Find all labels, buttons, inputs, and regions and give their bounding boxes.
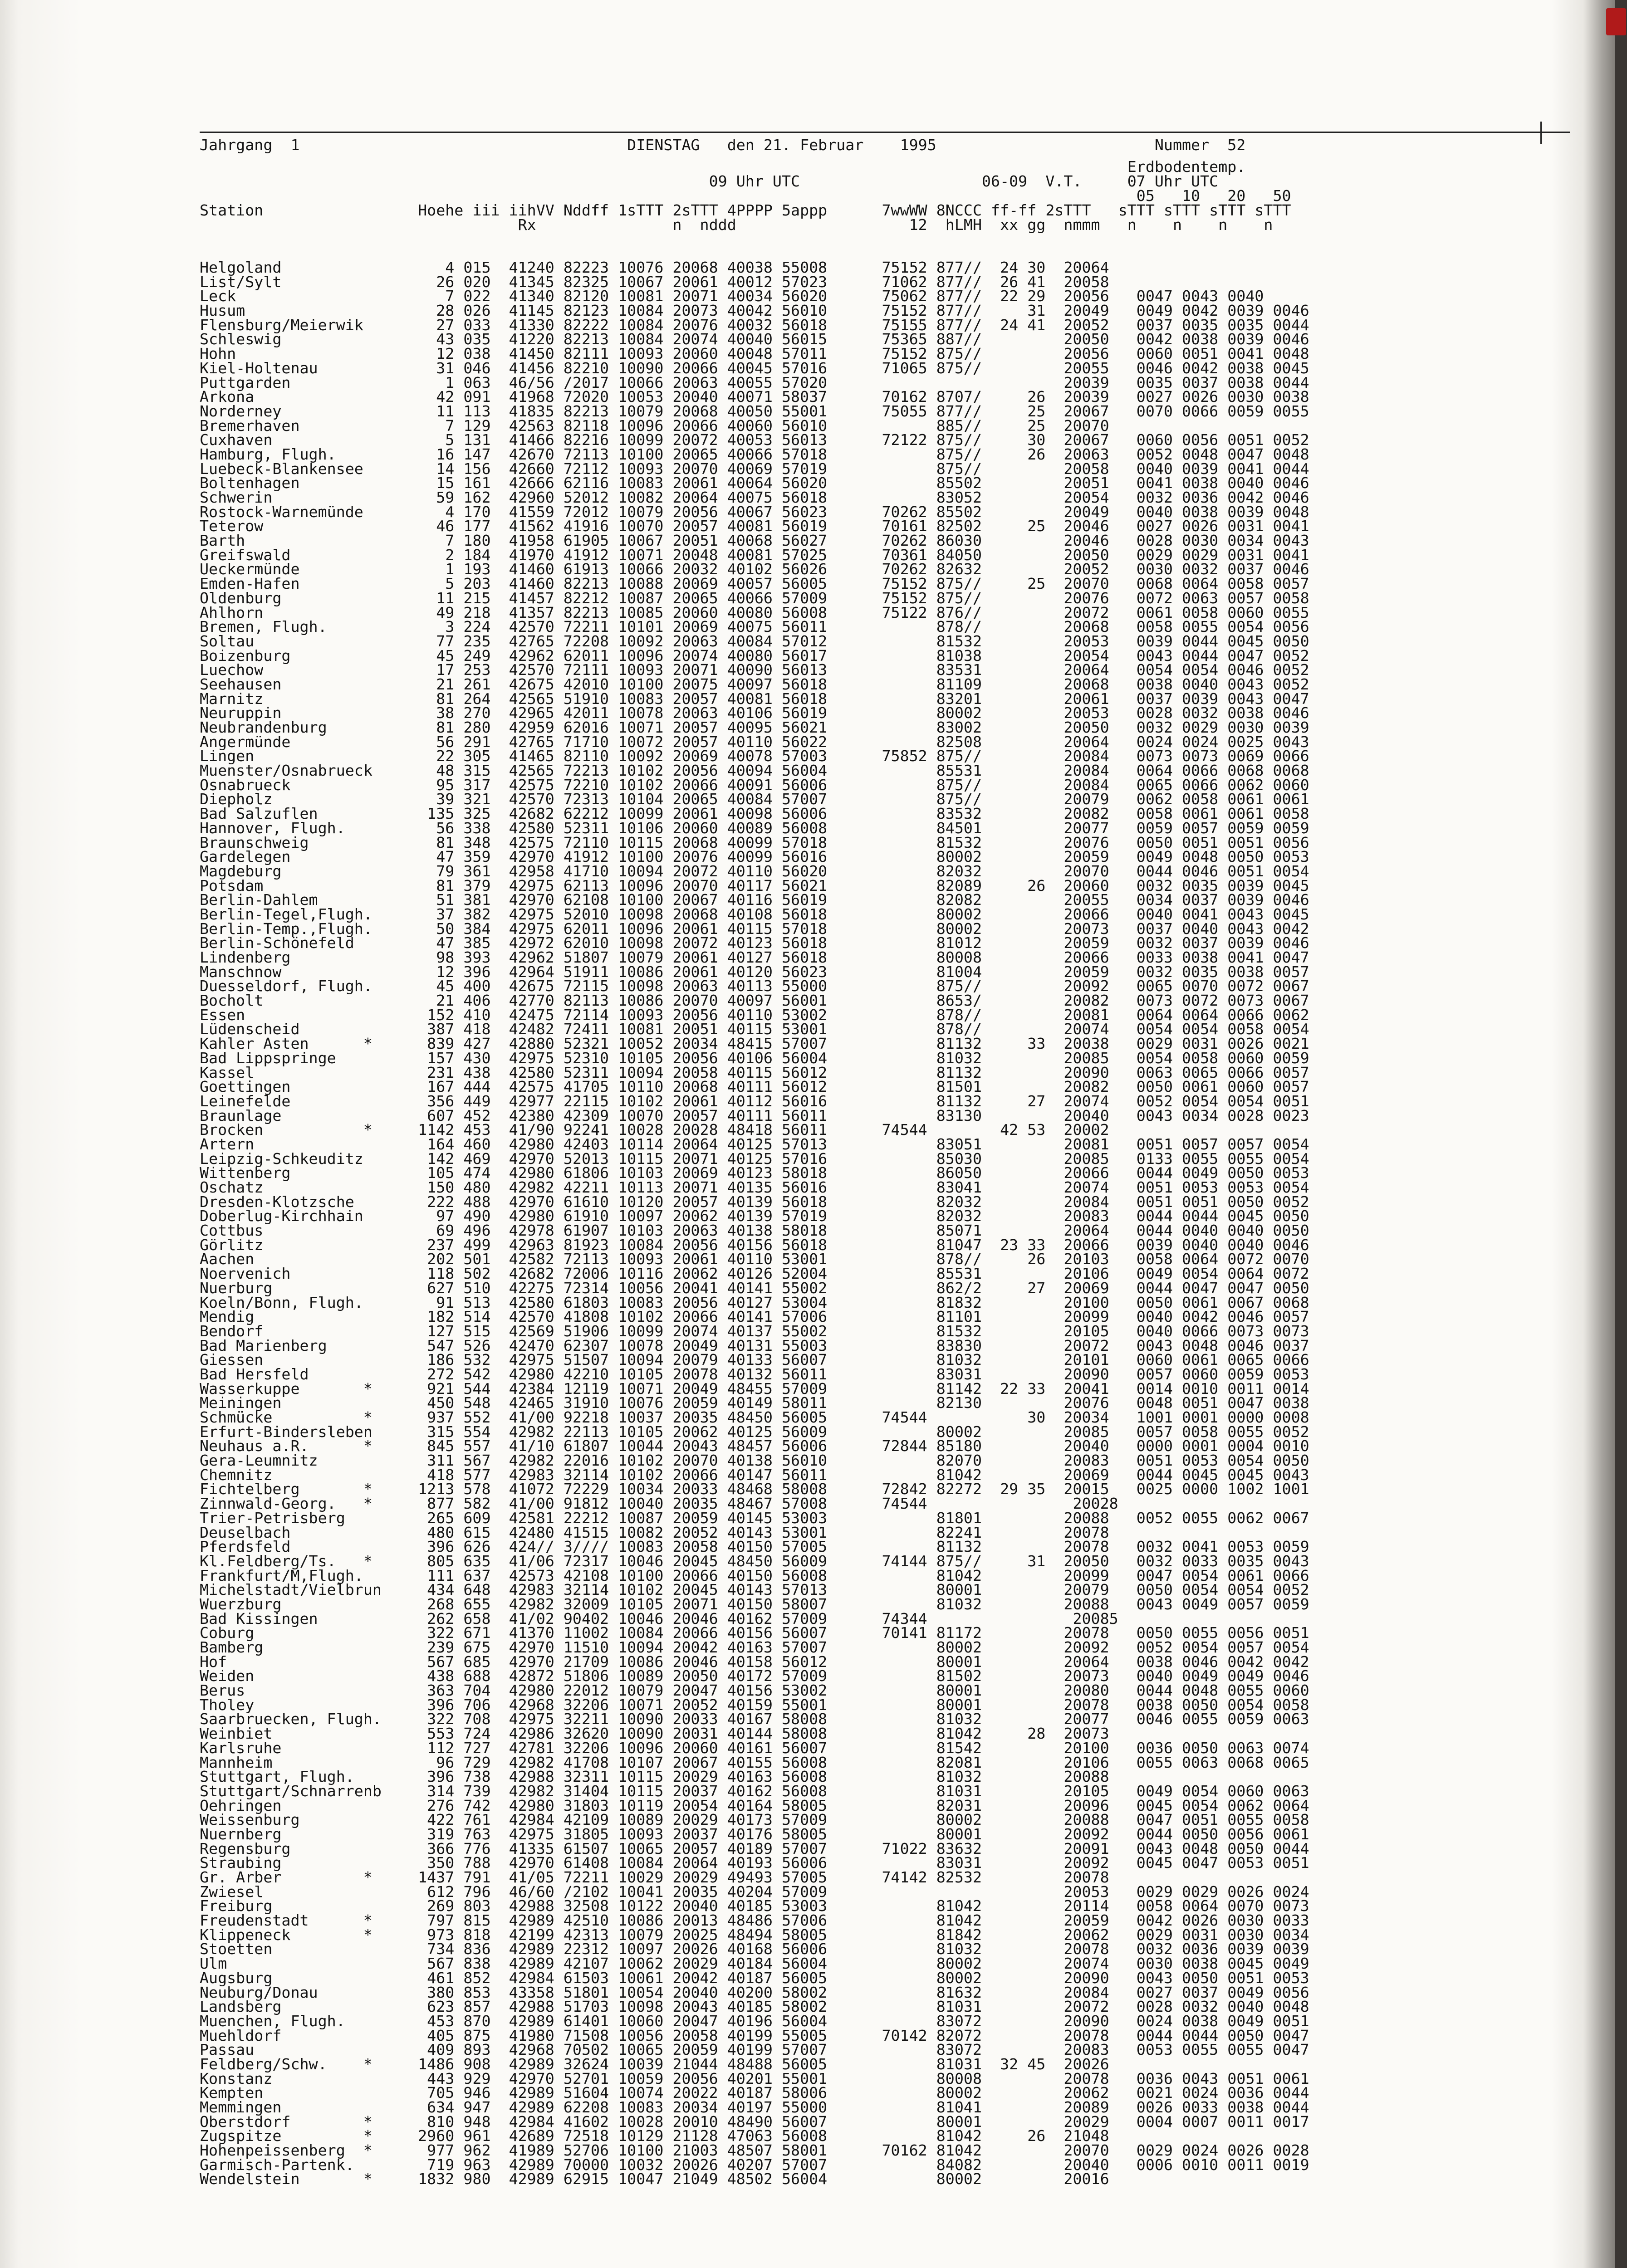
table-row: Stuttgart, Flugh. 396 738 42988 32311 10115 20029 40163 56008 81032 20088 xyxy=(200,1768,1109,1786)
table-row: Bocholt 21 406 42770 82113 10086 20070 40097 56001 8653/ 20082 0073 0072 0073 0067 xyxy=(200,992,1309,1010)
table-row: Muenster/Osnabrueck 48 315 42565 72213 10102 20056 40094 56004 85531 20084 0064 0066 0068 0068 xyxy=(200,762,1309,780)
table-row: Neuruppin 38 270 42965 42011 10078 20063 40106 56019 80002 20053 0028 0032 0038 0046 xyxy=(200,704,1309,722)
table-row: Wendelstein * 1832 980 42989 62915 10047 21049 48502 56004 80002 20016 xyxy=(200,2170,1109,2188)
table-row: Kassel 231 438 42580 52311 10094 20058 40115 56012 81132 20090 0063 0065 0066 0057 xyxy=(200,1063,1309,1081)
header-rule-tick xyxy=(1540,122,1542,144)
table-row: Helgoland 4 015 41240 82223 10076 20068 40038 55008 75152 877// 24 30 20064 xyxy=(200,259,1109,276)
table-row: Bamberg 239 675 42970 11510 10094 20042 40163 57007 80002 20092 0052 0054 0057 0054 xyxy=(200,1638,1309,1656)
table-row: Bad Marienberg 547 526 42470 62307 10078 20049 40131 55003 83830 20072 0043 0048 0046 0037 xyxy=(200,1336,1309,1354)
table-row: Bad Hersfeld 272 542 42980 42210 10105 20078 40132 56011 83031 20090 0057 0060 0059 0053 xyxy=(200,1365,1309,1383)
table-row: Oehringen 276 742 42980 31803 10119 20054 40164 58005 82031 20096 0045 0054 0062 0064 xyxy=(200,1796,1309,1814)
table-row: Augsburg 461 852 42984 61503 10061 20042 40187 56005 80002 20090 0043 0050 0051 0053 xyxy=(200,1969,1309,1987)
table-row: Weissenburg 422 761 42984 42109 10089 20029 40173 57009 80002 20088 0047 0051 0055 0058 xyxy=(200,1811,1309,1829)
table-row: Nuerburg 627 510 42275 72314 10056 20041 40141 55002 862/2 27 20069 0044 0047 0047 0050 xyxy=(200,1279,1309,1297)
table-row: Giessen 186 532 42975 51507 10094 20079 40133 56007 81032 20101 0060 0061 0065 0066 xyxy=(200,1351,1309,1369)
table-row: Angermünde 56 291 42765 71710 10072 20057 40110 56022 82508 20064 0024 0024 0025 0043 xyxy=(200,733,1309,751)
table-row: Doberlug-Kirchhain 97 490 42980 61910 10097 20062 40139 57019 82032 20083 0044 0044 0045 0050 xyxy=(200,1207,1309,1225)
table-row: Gr. Arber * 1437 791 41/05 72211 10029 20029 49493 57005 74142 82532 20078 xyxy=(200,1868,1109,1886)
table-row: Artern 164 460 42980 42403 10114 20064 40125 57013 83051 20081 0051 0057 0057 0054 xyxy=(200,1135,1309,1153)
table-row: Fichtelberg * 1213 578 41072 72229 10034 20033 48468 58008 72842 82272 29 35 20015 0025 0000 1002 1001 xyxy=(200,1480,1309,1498)
table-row: Magdeburg 79 361 42958 41710 10094 20072 40110 56020 82032 20070 0044 0046 0051 0054 xyxy=(200,862,1309,880)
table-row: Leipzig-Schkeuditz 142 469 42970 52013 10115 20071 40125 57016 85030 20085 0133 0055 0055 0054 xyxy=(200,1149,1309,1168)
table-row: Hannover, Flugh. 56 338 42580 52311 10106 20060 40089 56008 84501 20077 0059 0057 0059 0059 xyxy=(200,819,1309,837)
table-row: Klippeneck * 973 818 42199 42313 10079 20025 48494 58005 81842 20062 0029 0031 0030 0034 xyxy=(200,1926,1309,1944)
table-row: Noervenich 118 502 42682 72006 10116 20062 40126 52004 85531 20106 0049 0054 0064 0072 xyxy=(200,1265,1309,1283)
table-row: Gardelegen 47 359 42970 41912 10100 20076 40099 56016 80002 20059 0049 0048 0050 0053 xyxy=(200,848,1309,866)
table-row: Berlin-Tegel,Flugh. 37 382 42975 52010 10098 20068 40108 56018 80002 20066 0040 0041 0043 0045 xyxy=(200,905,1309,923)
table-row: Lindenberg 98 393 42962 51807 10079 20061 40127 56018 80008 20066 0033 0038 0041 0047 xyxy=(200,948,1309,966)
table-row: Regensburg 366 776 41335 61507 10065 20057 40189 57007 71022 83632 20091 0043 0048 0050 0044 xyxy=(200,1839,1309,1857)
header-time-line: 09 Uhr UTC 06-09 V.T. 07 Uhr UTC xyxy=(200,172,1219,190)
table-row: Oldenburg 11 215 41457 82212 10087 20065 40066 57009 75152 875// 20076 0072 0063 0057 0058 xyxy=(200,589,1309,607)
table-row: Dresden-Klotzsche 222 488 42970 61610 10120 20057 40139 56018 82032 20084 0051 0051 0050 0052 xyxy=(200,1193,1309,1211)
table-row: Cuxhaven 5 131 41466 82216 10099 20072 40053 56013 72122 875// 30 20067 0060 0056 0051 0052 xyxy=(200,431,1309,449)
table-row: Berlin-Schönefeld 47 385 42972 62010 10098 20072 40123 56018 81012 20059 0032 0037 0039 0046 xyxy=(200,934,1309,952)
table-row: Luebeck-Blankensee 14 156 42660 72112 10093 20070 40069 57019 875// 20058 0040 0039 0041 0044 xyxy=(200,459,1309,478)
table-row: Greifswald 2 184 41970 41912 10071 20048 40081 57025 70361 84050 20050 0029 0029 0031 0041 xyxy=(200,546,1309,564)
book-binding xyxy=(1615,0,1627,2268)
table-row: Bad Kissingen 262 658 41/02 90402 10046 20046 40162 57009 74344 20085 xyxy=(200,1609,1118,1628)
table-row: Mendig 182 514 42570 41808 10102 20066 40141 57006 81101 20099 0040 0042 0046 0057 xyxy=(200,1308,1309,1326)
table-row: Frankfurt/M,Flugh. 111 637 42573 42108 10100 20066 40150 56008 81042 20099 0047 0054 0061 0066 xyxy=(200,1566,1309,1584)
table-row: Brocken * 1142 453 41/90 92241 10028 20028 48418 56011 74544 42 53 20002 xyxy=(200,1121,1109,1139)
table-row: Marnitz 81 264 42565 51910 10083 20057 40081 56018 83201 20061 0037 0039 0043 0047 xyxy=(200,689,1309,708)
table-row: Bendorf 127 515 42569 51906 10099 20074 40137 55002 81532 20105 0040 0066 0073 0073 xyxy=(200,1322,1309,1340)
table-row: Stuttgart/Schnarrenb 314 739 42982 31404 10115 20037 40162 56008 81031 20105 0049 0054 0060 0063 xyxy=(200,1782,1309,1800)
table-row: Garmisch-Partenk. 719 963 42989 70000 10032 20026 40207 57007 84082 20040 0006 0010 0011 0019 xyxy=(200,2156,1309,2174)
table-row: Feldberg/Schw. * 1486 908 42989 32624 10039 21044 48488 56005 81031 32 45 20026 xyxy=(200,2055,1109,2073)
table-row: Bremerhaven 7 129 42563 82118 10096 20066 40060 56010 885// 25 20070 xyxy=(200,416,1109,435)
table-row: Bremen, Flugh. 3 224 42570 72211 10101 20069 40075 56011 878// 20068 0058 0055 0054 0056 xyxy=(200,618,1309,636)
table-row: Aachen 202 501 42582 72113 10093 20061 40110 53001 878// 26 20103 0058 0064 0072 0070 xyxy=(200,1250,1309,1268)
table-row: Neubrandenburg 81 280 42959 62016 10071 20057 40095 56021 83002 20050 0032 0029 0030 0039 xyxy=(200,719,1309,736)
table-row: Leck 7 022 41340 82120 10081 20071 40034 56020 75062 877// 22 29 20056 0047 0043 0040 xyxy=(200,287,1264,305)
table-row: Bad Salzuflen 135 325 42682 62212 10099 20061 40098 56006 83532 20082 0058 0061 0061 0058 xyxy=(200,805,1309,823)
table-row: Teterow 46 177 41562 41916 10070 20057 40081 56019 70161 82502 25 20046 0027 0026 0031 0041 xyxy=(200,517,1309,535)
table-row: Kl.Feldberg/Ts. * 805 635 41/06 72317 10046 20045 48450 56009 74144 875// 31 20050 0032 0033 0035 0043 xyxy=(200,1552,1309,1570)
table-row: Kahler Asten * 839 427 42880 52321 10052 20034 48415 57007 81132 33 20038 0029 0031 0026 0021 xyxy=(200,1035,1309,1053)
table-row: Osnabrueck 95 317 42575 72210 10102 20066 40091 56006 875// 20084 0065 0066 0062 0060 xyxy=(200,776,1309,794)
table-row: Flensburg/Meierwik 27 033 41330 82222 10084 20076 40032 56018 75155 877// 24 41 20052 0037 0035 0035 0044 xyxy=(200,316,1309,334)
table-row: Rostock-Warnemünde 4 170 41559 72012 10079 20056 40067 56023 70262 85502 20049 0040 0038 0039 0048 xyxy=(200,503,1309,521)
table-row: Chemnitz 418 577 42983 32114 10102 20066 40147 56011 81042 20069 0044 0045 0045 0043 xyxy=(200,1466,1309,1484)
table-row: Arkona 42 091 41968 72020 10053 20040 40071 58037 70162 8707/ 26 20039 0027 0026 0030 0038 xyxy=(200,388,1309,406)
column-headers: Station Hoehe iii iihVV Nddff 1sTTT 2sTTT 4PPPP 5appp 7wwWW 8NCCC ff-ff 2sTTT sTTT sTTT sTTT sTTT xyxy=(200,201,1291,219)
table-row: Straubing 350 788 42970 61408 10084 20064 40193 56006 83031 20092 0045 0047 0053 0051 xyxy=(200,1854,1309,1872)
table-row: Manschnow 12 396 42964 51911 10086 20061 40120 56023 81004 20059 0032 0035 0038 0057 xyxy=(200,963,1309,981)
table-row: Boltenhagen 15 161 42666 62116 10083 20061 40064 56020 85502 20051 0041 0038 0040 0046 xyxy=(200,474,1309,492)
table-row: Tholey 396 706 42968 32206 10071 20052 40159 55001 80001 20078 0038 0050 0054 0058 xyxy=(200,1696,1309,1714)
table-row: Schwerin 59 162 42960 52012 10082 20064 40075 56018 83052 20054 0032 0036 0042 0046 xyxy=(200,489,1309,506)
table-row: Memmingen 634 947 42989 62208 10083 20034 40197 55000 81041 20089 0026 0033 0038 0044 xyxy=(200,2098,1309,2116)
table-row: Coburg 322 671 41370 11002 10084 20066 40156 56007 70141 81172 20078 0050 0055 0056 0051 xyxy=(200,1624,1309,1642)
table-row: Goettingen 167 444 42575 41705 10110 20068 40111 56012 81501 20082 0050 0061 0060 0057 xyxy=(200,1078,1309,1096)
table-row: Freudenstadt * 797 815 42989 42510 10086 20013 48486 57006 81042 20059 0042 0026 0030 0033 xyxy=(200,1911,1309,1930)
table-row: Soltau 77 235 42765 72208 10092 20063 40084 57012 81532 20053 0039 0044 0045 0050 xyxy=(200,632,1309,650)
table-row: Duesseldorf, Flugh. 45 400 42675 72115 10098 20063 40113 55000 875// 20092 0065 0070 0072 0067 xyxy=(200,977,1309,995)
table-row: Hamburg, Flugh. 16 147 42670 72113 10100 20065 40066 57018 875// 26 20063 0052 0048 0047 0048 xyxy=(200,445,1309,463)
table-row: Neuhaus a.R. * 845 557 41/10 61807 10044 20043 48457 56006 72844 85180 20040 0000 0001 0004 0010 xyxy=(200,1437,1309,1455)
table-row: Berlin-Temp.,Flugh. 50 384 42975 62011 10096 20061 40115 57018 80002 20073 0037 0040 0043 0042 xyxy=(200,919,1309,938)
table-row: Kiel-Holtenau 31 046 41456 82210 10090 20066 40045 57016 71065 875// 20055 0046 0042 0038 0045 xyxy=(200,359,1309,377)
table-row: Schleswig 43 035 41220 82213 10084 20074 40040 56015 75365 887// 20050 0042 0038 0039 0046 xyxy=(200,330,1309,348)
table-row: Ulm 567 838 42989 42107 10062 20029 40184 56004 80002 20074 0030 0038 0045 0049 xyxy=(200,1955,1309,1973)
table-row: Lüdenscheid 387 418 42482 72411 10081 20051 40115 53001 878// 20074 0054 0054 0058 0054 xyxy=(200,1020,1309,1038)
table-row: Weiden 438 688 42872 51806 10089 20050 40172 57009 81502 20073 0040 0049 0049 0046 xyxy=(200,1667,1309,1685)
table-row: Cottbus 69 496 42978 61907 10103 20063 40138 58018 85071 20064 0044 0040 0040 0050 xyxy=(200,1222,1309,1240)
table-row: Karlsruhe 112 727 42781 32206 10096 20060 40161 56007 81542 20100 0036 0050 0063 0074 xyxy=(200,1739,1309,1757)
table-row: List/Sylt 26 020 41345 82325 10067 20061 40012 57023 71062 877// 26 41 20058 xyxy=(200,273,1109,291)
table-row: Braunschweig 81 348 42575 72110 10115 20068 40099 57018 81532 20076 0050 0051 0051 0056 xyxy=(200,833,1309,851)
table-row: Berlin-Dahlem 51 381 42970 62108 10100 20067 40116 56019 82082 20055 0034 0037 0039 0046 xyxy=(200,891,1309,909)
table-row: Diepholz 39 321 42570 72313 10104 20065 40084 57007 875// 20079 0062 0058 0061 0061 xyxy=(200,790,1309,808)
table-row: Passau 409 893 42968 70502 10065 20059 40199 57007 83072 20083 0053 0055 0055 0047 xyxy=(200,2041,1309,2059)
table-row: Wasserkuppe * 921 544 42384 12119 10071 20049 48455 57009 81142 22 33 20041 0014 0010 0011 0014 xyxy=(200,1379,1309,1398)
table-row: Michelstadt/Vielbrun 434 648 42983 32114 10102 20045 40143 57013 80001 20079 0050 0054 0054 0052 xyxy=(200,1581,1309,1599)
table-row: Konstanz 443 929 42970 52701 10059 20056 40201 55001 80008 20078 0036 0043 0051 0061 xyxy=(200,2069,1309,2087)
table-row: Schmücke * 937 552 41/00 92218 10037 20035 48450 56005 74544 30 20034 1001 0001 0000 0008 xyxy=(200,1408,1309,1426)
table-row: Görlitz 237 499 42963 81923 10084 20056 40156 56018 81047 23 33 20066 0039 0040 0040 0046 xyxy=(200,1236,1309,1254)
table-row: Barth 7 180 41958 61905 10067 20051 40068 56027 70262 86030 20046 0028 0030 0034 0043 xyxy=(200,532,1309,550)
table-row: Norderney 11 113 41835 82213 10079 20068 40050 55001 75055 877// 25 20067 0070 0066 0059 0055 xyxy=(200,402,1309,420)
table-row: Neuburg/Donau 380 853 43358 51801 10054 20040 40200 58002 81632 20084 0027 0037 0049 0056 xyxy=(200,1983,1309,2001)
table-row: Bad Lippspringe 157 430 42975 52310 10105 20056 40106 56004 81032 20085 0054 0058 0060 0059 xyxy=(200,1049,1309,1067)
table-row: Boizenburg 45 249 42962 62011 10096 20074 40080 56017 81038 20054 0043 0044 0047 0052 xyxy=(200,646,1309,665)
table-row: Luechow 17 253 42570 72111 10093 20071 40090 56013 83531 20064 0054 0054 0046 0052 xyxy=(200,661,1309,679)
table-row: Husum 28 026 41145 82123 10084 20073 40042 56010 75152 877// 31 20049 0049 0042 0039 0046 xyxy=(200,302,1309,320)
table-row: Zugspitze * 2960 961 42689 72518 10129 21128 47063 56008 81042 26 21048 xyxy=(200,2127,1109,2145)
table-row: Muenchen, Flugh. 453 870 42989 61401 10060 20047 40196 56004 83072 20090 0024 0038 0049 0051 xyxy=(200,2012,1309,2030)
table-row: Hohenpeissenberg * 977 962 41989 52706 10100 21003 48507 58001 70162 81042 20070 0029 0024 0026 0028 xyxy=(200,2141,1309,2160)
table-row: Emden-Hafen 5 203 41460 82213 10088 20069 40057 56005 75152 875// 25 20070 0068 0064 0058 0057 xyxy=(200,575,1309,593)
table-row: Gera-Leumnitz 311 567 42982 22016 10102 20070 40138 56010 82070 20083 0051 0053 0054 0050 xyxy=(200,1452,1309,1470)
table-row: Zinnwald-Georg. * 877 582 41/00 91812 10040 20035 48467 57008 74544 20028 xyxy=(200,1495,1118,1513)
table-row: Pferdsfeld 396 626 424// 3//// 10083 20058 40150 57005 81132 20078 0032 0041 0053 0059 xyxy=(200,1538,1309,1556)
table-row: Mannheim 96 729 42982 41708 10107 20067 40155 56008 82081 20106 0055 0063 0068 0065 xyxy=(200,1753,1309,1771)
table-row: Meiningen 450 548 42465 31910 10076 20059 40149 58011 82130 20076 0048 0051 0047 0038 xyxy=(200,1394,1309,1412)
table-row: Muehldorf 405 875 41980 71508 10056 20058 40199 55005 70142 82072 20078 0044 0044 0050 0047 xyxy=(200,2026,1309,2044)
table-row: Erfurt-Bindersleben 315 554 42982 22113 10105 20062 40125 56009 80002 20085 0057 0058 0055 0052 xyxy=(200,1422,1309,1441)
table-row: Wittenberg 105 474 42980 61806 10103 20069 40123 58018 86050 20066 0044 0049 0050 0053 xyxy=(200,1164,1309,1182)
table-row: Leinefelde 356 449 42977 22115 10102 20061 40112 56016 81132 27 20074 0052 0054 0054 0051 xyxy=(200,1092,1309,1110)
table-row: Berus 363 704 42980 22012 10079 20047 40156 53002 80001 20080 0044 0048 0055 0060 xyxy=(200,1681,1309,1700)
table-row: Ueckermünde 1 193 41460 61913 10066 20032 40102 56026 70262 82632 20052 0030 0032 0037 0046 xyxy=(200,560,1309,578)
table-row: Kempten 705 946 42989 51604 10074 20022 40187 58006 80002 20062 0021 0024 0036 0044 xyxy=(200,2084,1309,2102)
table-row: Oberstdorf * 810 948 42984 41602 10028 20010 48490 56007 80001 20029 0004 0007 0011 0017 xyxy=(200,2112,1309,2131)
table-row: Hohn 12 038 41450 82111 10093 20060 40048 57011 75152 875// 20056 0060 0051 0041 0048 xyxy=(200,345,1309,363)
table-row: Landsberg 623 857 42988 51703 10098 20043 40185 58002 81031 20072 0028 0032 0040 0048 xyxy=(200,1998,1309,2016)
table-row: Wuerzburg 268 655 42982 32009 10105 20071 40150 58007 81032 20088 0043 0049 0057 0059 xyxy=(200,1595,1309,1613)
station-table xyxy=(200,260,1309,2186)
table-row: Saarbruecken, Flugh. 322 708 42975 32211 10090 20033 40167 58008 81032 20077 0046 0055 0059 0063 xyxy=(200,1710,1309,1728)
table-row: Puttgarden 1 063 46/56 /2017 10066 20063 40055 57020 20039 0035 0037 0038 0044 xyxy=(200,373,1309,391)
table-row: Potsdam 81 379 42975 62113 10096 20070 40117 56021 82089 26 20060 0032 0035 0039 0045 xyxy=(200,876,1309,894)
column-subheaders: Rx n nddd 12 hLMH xx gg nmmm n n n n xyxy=(200,216,1273,234)
table-row: Hof 567 685 42970 21709 10086 20046 40158 56012 80001 20064 0038 0046 0042 0042 xyxy=(200,1652,1309,1671)
table-row: Seehausen 21 261 42675 42010 10100 20075 40097 56018 81109 20068 0038 0040 0043 0052 xyxy=(200,675,1309,693)
table-row: Essen 152 410 42475 72114 10093 20056 40110 53002 878// 20081 0064 0064 0066 0062 xyxy=(200,1006,1309,1024)
table-row: Oschatz 150 480 42982 42211 10113 20071 40135 56016 83041 20074 0051 0053 0053 0054 xyxy=(200,1178,1309,1196)
table-row: Freiburg 269 803 42988 32508 10122 20040 40185 53003 81042 20114 0058 0064 0070 0073 xyxy=(200,1897,1309,1915)
table-row: Weinbiet 553 724 42986 32620 10090 20031 40144 58008 81042 28 20073 xyxy=(200,1725,1109,1743)
table-row: Deuselbach 480 615 42480 41515 10082 20052 40143 53001 82241 20078 xyxy=(200,1523,1109,1541)
table-row: Trier-Petrisberg 265 609 42581 22212 10087 20059 40145 53003 81801 20088 0052 0055 0062 0067 xyxy=(200,1509,1309,1527)
table-row: Nuernberg 319 763 42975 31805 10093 20037 40176 58005 80001 20092 0044 0050 0056 0061 xyxy=(200,1825,1309,1843)
table-row: Ahlhorn 49 218 41357 82213 10085 20060 40080 56008 75122 876// 20072 0061 0058 0060 0055 xyxy=(200,603,1309,621)
header-depths-line: 05 10 20 50 xyxy=(200,187,1291,205)
header-edition-line: Jahrgang 1 DIENSTAG den 21. Februar 1995 Nummer 52 xyxy=(200,136,1246,154)
table-row: Lingen 22 305 41465 82110 10092 20069 40078 57003 75852 875// 20084 0073 0073 0069 0066 xyxy=(200,747,1309,765)
binding-tab xyxy=(1606,8,1626,35)
table-row: Koeln/Bonn, Flugh. 91 513 42580 61803 10083 20056 40127 53004 81832 20100 0050 0061 0067 0068 xyxy=(200,1293,1309,1311)
header-soil-temp-title: Erdbodentemp. xyxy=(200,158,1246,176)
table-row: Stoetten 734 836 42989 22312 10097 20026 40168 56006 81032 20078 0032 0036 0039 0039 xyxy=(200,1940,1309,1958)
table-row: Braunlage 607 452 42380 42309 10070 20057 40111 56011 83130 20040 0043 0034 0028 0023 xyxy=(200,1106,1309,1124)
table-row: Zwiesel 612 796 46/60 /2102 10041 20035 40204 57009 20053 0029 0029 0026 0024 xyxy=(200,1882,1309,1901)
header-rule xyxy=(200,132,1570,133)
